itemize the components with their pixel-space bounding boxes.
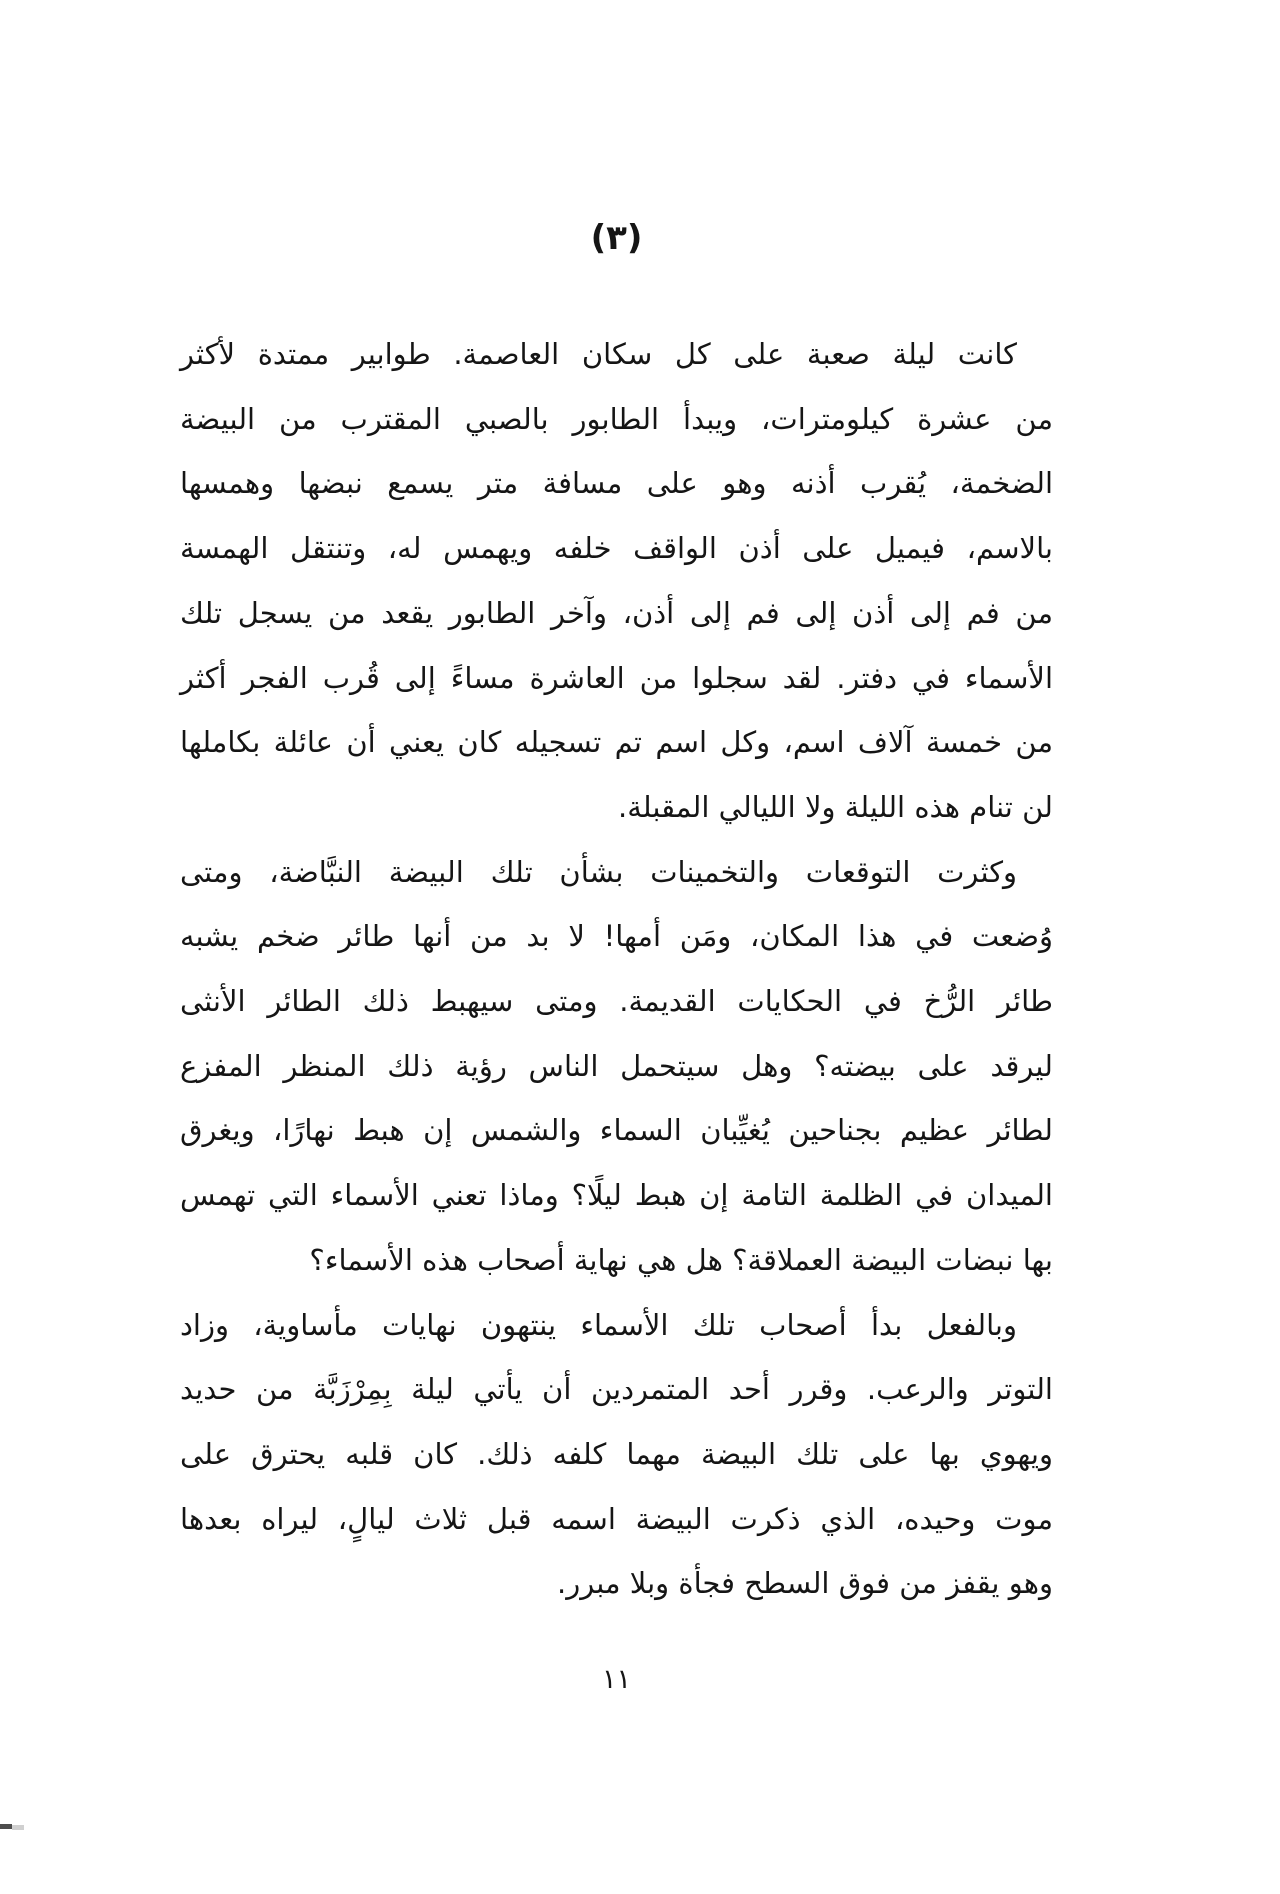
paragraph-3 <box>180 1293 1053 1617</box>
text-line: التوتر والرعب. وقرر أحد المتمردين أن يأتي ليلة بِمِرْزَبَّة من حديد <box>180 1372 1053 1407</box>
text-line: بها نبضات البيضة العملاقة؟ هل هي نهاية أصحاب هذه الأسماء؟ <box>309 1242 1053 1277</box>
text-line: الميدان في الظلمة التامة إن هبط ليلًا؟ وماذا تعني الأسماء التي تهمس <box>180 1178 1053 1213</box>
text-line: وكثرت التوقعات والتخمينات بشأن تلك البيضة النبَّاضة، ومتى <box>180 854 1017 889</box>
text-line: من خمسة آلاف اسم، وكل اسم تم تسجيله كان يعني أن عائلة بكاملها <box>180 725 1053 760</box>
text-line: وُضعت في هذا المكان، ومَن أمها! لا بد من أنها طائر ضخم يشبه <box>180 919 1053 954</box>
text-line: موت وحيده، الذي ذكرت البيضة اسمه قبل ثلاث ليالٍ، ليراه بعدها <box>180 1501 1053 1536</box>
text-line: ليرقد على بيضته؟ وهل سيتحمل الناس رؤية ذلك المنظر المفزع <box>180 1048 1053 1083</box>
paragraph-1 <box>180 322 1053 840</box>
text-line: الأسماء في دفتر. لقد سجلوا من العاشرة مساءً إلى قُرب الفجر أكثر <box>180 660 1053 695</box>
text-line: ويهوي بها على تلك البيضة مهما كلفه ذلك. كان قلبه يحترق على <box>180 1436 1053 1471</box>
text-line: بالاسم، فيميل على أذن الواقف خلفه ويهمس له، وتنتقل الهمسة <box>180 531 1053 566</box>
text-line: وبالفعل بدأ أصحاب تلك الأسماء ينتهون نهايات مأساوية، وزاد <box>180 1307 1017 1342</box>
text-line: من فم إلى أذن إلى فم إلى أذن، وآخر الطابور يقعد من يسجل تلك <box>180 595 1053 630</box>
scan-artifact-mark <box>0 1824 12 1829</box>
text-line: لن تنام هذه الليلة ولا الليالي المقبلة. <box>617 789 1053 824</box>
text-line: الضخمة، يُقرب أذنه وهو على مسافة متر يسمع نبضها وهمسها <box>180 466 1053 501</box>
text-line: لطائر عظيم بجناحين يُغيِّبان السماء والشمس إن هبط نهارًا، ويغرق <box>180 1113 1053 1148</box>
body-text <box>180 322 1053 1616</box>
text-line: من عشرة كيلومترات، ويبدأ الطابور بالصبي المقترب من البيضة <box>180 401 1053 436</box>
text-line: وهو يقفز من فوق السطح فجأة وبلا مبرر. <box>557 1566 1053 1601</box>
text-line: كانت ليلة صعبة على كل سكان العاصمة. طوابير ممتدة لأكثر <box>180 337 1017 371</box>
text-line: طائر الرُّخ في الحكايات القديمة. ومتى سيهبط ذلك الطائر الأنثى <box>180 984 1053 1019</box>
chapter-number-heading: (٣) <box>590 218 643 258</box>
page-number: ١١ <box>601 1664 631 1695</box>
paragraph-2 <box>180 840 1053 1293</box>
